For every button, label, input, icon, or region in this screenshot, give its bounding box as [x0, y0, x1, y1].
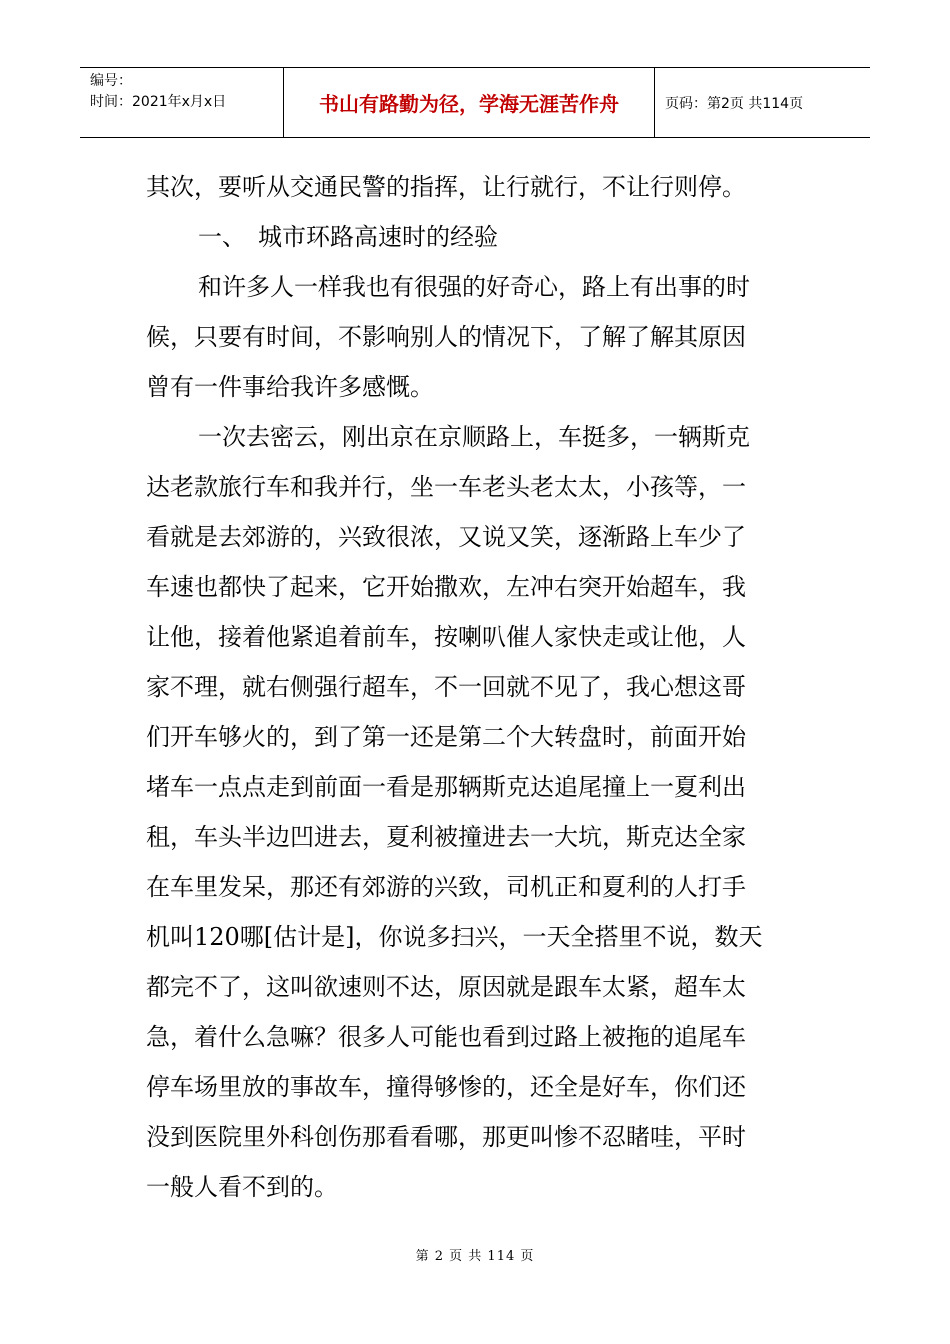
section-heading: 一、 城市环路高速时的经验	[198, 223, 498, 251]
body-line: 没到医院里外科创伤那看看哪，那更叫惨不忍睹哇，平时	[146, 1123, 746, 1151]
body-line: 车速也都快了起来，它开始撒欢，左冲右突开始超车，我	[146, 573, 746, 601]
body-line: 在车里发呆，那还有郊游的兴致，司机正和夏利的人打手	[146, 873, 746, 901]
body-line: 堵车一点点走到前面一看是那辆斯克达追尾撞上一夏利出	[146, 773, 746, 801]
body-line: 让他，接着他紧追着前车，按喇叭催人家快走或让他，人	[146, 623, 746, 651]
body-line: 停车场里放的事故车，撞得够惨的，还全是好车，你们还	[146, 1073, 746, 1101]
body-line: 都完不了，这叫欲速则不达，原因就是跟车太紧，超车太	[146, 973, 746, 1001]
time-label: 时间：2021年x月x日	[90, 94, 227, 110]
body-line: 一般人看不到的。	[146, 1173, 338, 1201]
body-line: 们开车够火的，到了第一还是第二个大转盘时，前面开始	[146, 723, 746, 751]
header-left-cell	[80, 68, 283, 137]
header-page-info: 页码：第2页 共114页	[665, 95, 804, 112]
body-line: 一次去密云，刚出京在京顺路上，车挺多，一辆斯克	[198, 423, 750, 451]
body-line: 曾有一件事给我许多感慨。	[146, 373, 434, 401]
body-line: 其次，要听从交通民警的指挥，让行就行，不让行则停。	[146, 173, 746, 201]
body-line: 急，着什么急嘛？很多人可能也看到过路上被拖的追尾车	[146, 1023, 746, 1051]
body-line: 租，车头半边凹进去，夏利被撞进去一大坑，斯克达全家	[146, 823, 746, 851]
document-header	[80, 67, 870, 138]
body-line: 候，只要有时间，不影响别人的情况下，了解了解其原因	[146, 323, 746, 351]
body-line: 家不理，就右侧强行超车，不一回就不见了，我心想这哥	[146, 673, 746, 701]
body-line: 达老款旅行车和我并行，坐一车老头老太太，小孩等，一	[146, 473, 746, 501]
body-line: 和许多人一样我也有很强的好奇心，路上有出事的时	[198, 273, 750, 301]
body-line: 看就是去郊游的，兴致很浓，又说又笑，逐渐路上车少了	[146, 523, 746, 551]
page-footer: 第 2 页 共 114 页	[415, 1249, 535, 1264]
body-line: 机叫120哪[估计是]，你说多扫兴，一天全搭里不说，数天	[146, 923, 763, 951]
header-motto: 书山有路勤为径，学海无涯苦作舟	[283, 68, 655, 137]
number-label: 编号：	[90, 73, 132, 89]
document-body	[146, 162, 806, 1212]
